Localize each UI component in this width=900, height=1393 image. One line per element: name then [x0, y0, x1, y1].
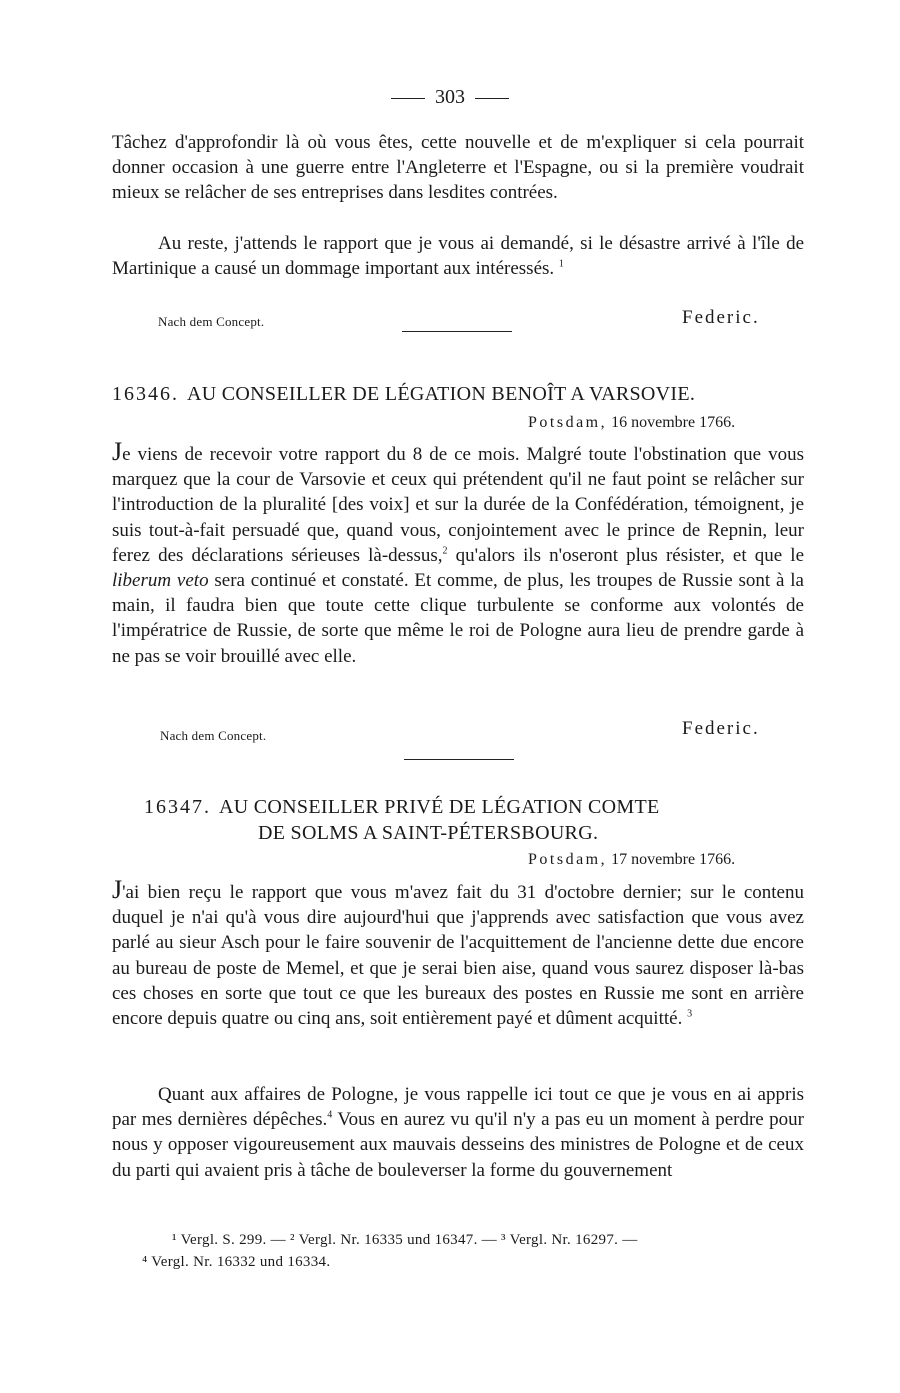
- footnote-line: ¹ Vergl. S. 299. — ² Vergl. Nr. 16335 und 16347. — ³ Vergl. Nr. 16297. —: [172, 1232, 638, 1248]
- drop-cap: J: [112, 875, 123, 904]
- place: Potsdam,: [528, 851, 608, 868]
- intro-paragraph-2: [112, 231, 804, 281]
- letter-number: 16346.: [112, 383, 179, 405]
- letter-number: 16347.: [144, 796, 211, 818]
- place: Potsdam,: [528, 414, 608, 431]
- header-dash-right: [475, 98, 509, 99]
- letter-heading: [112, 381, 812, 407]
- concept-note: Nach dem Concept.: [158, 314, 265, 329]
- letter-paragraph-2-rest: Vous en aurez vu qu'il n'y a pas eu un moment à perdre pour nous y opposer vigoureusement aux mauvais desseins des ministres de Pologne et de ceux du parti qui avaient pris à tâche de bouleverser la forme du gouvernement: [112, 1109, 805, 1181]
- header-dash-left: [391, 98, 425, 99]
- footnote-ref-2: 2: [442, 545, 448, 557]
- concept-note: Nach dem Concept.: [160, 728, 267, 743]
- footnotes: [112, 1229, 812, 1273]
- letter-body: [112, 437, 804, 669]
- footnote-ref-1: 1: [558, 258, 564, 270]
- letter-heading: [144, 794, 844, 820]
- separator-rule: [404, 759, 514, 760]
- letter-title: AU CONSEILLER DE LÉGATION BENOÎT A VARSOVIE.: [187, 383, 696, 405]
- letter-body-part-a: e viens de recevoir votre rapport du 8 de ce mois. Malgré toute l'obstination que vous marquez que la cour de Varsovie et ceux qui prétendent qu'il ne faut point se relâcher sur l'introduction de la pluralité [des voix] et sur la durée de la Confédération, témoignent, je suis tout-à-fait persuadé que, quand vous, conjointement avec le prince de Repnin, leur ferez des déclarations sérieuses là-dessus,: [112, 444, 804, 566]
- footnote-line: ⁴ Vergl. Nr. 16332 und 16334.: [142, 1254, 331, 1270]
- intro-paragraph-1: Tâchez d'approfondir là où vous êtes, cette nouvelle et de m'expliquer si cela pourrait donner occasion à une guerre entre l'Angleterre et l'Espagne, ou si la première voudrait mieux se relâcher de ses entreprises dans lesdites contrées.: [112, 132, 804, 204]
- letter-paragraph-1: 'ai bien reçu le rapport que vous m'avez fait du 31 d'octobre dernier; sur le contenu duquel je n'ai qu'à vous dire aujourd'hui que j'apprends avec satisfaction que vous avez parlé au sieur Asch pour le faire souvenir de l'acquittement de l'ancienne dette due encore au bureau de poste de Memel, et que je serai bien aise, quand vous saurez disposer là-bas ces choses en sorte que tout ce que les bureaux des postes en Russie me sont en arrière encore depuis quatre ou cinq ans, soit entièrement payé et dûment acquitté.: [112, 882, 804, 1030]
- place-date: [528, 414, 735, 432]
- signature: Federic.: [682, 307, 760, 328]
- page-header: [0, 86, 900, 109]
- signature: Federic.: [682, 718, 760, 739]
- letter-body-part-b: qu'alors ils n'oseront plus résister, et que le: [447, 544, 804, 566]
- intro-paragraph-2-text: Au reste, j'attends le rapport que je vous ai demandé, si le désastre arrivé à l'île de Martinique a causé un dommage important aux intéressés.: [112, 233, 804, 280]
- footnote-ref-3: 3: [687, 1008, 693, 1020]
- page-number: 303: [435, 86, 465, 108]
- letter-title-line-2: DE SOLMS A SAINT-PÉTERSBOURG.: [258, 822, 599, 844]
- footnote-ref-4: 4: [327, 1109, 333, 1121]
- letter-body-part-c: sera continué et constaté. Et comme, de plus, les troupes de Russie sont à la main, il faudra bien que toute cette clique turbulente se conforme aux volontés de l'impératrice de Russie, de sorte que même le roi de Pologne aura lieu de prendre garde à ne pas se voir brouillé avec elle.: [112, 570, 804, 667]
- date: 17 novembre 1766.: [611, 851, 736, 868]
- letter-body: [112, 875, 804, 1031]
- letter-paragraph-2-text: Quant aux affaires de Pologne, je vous rappelle ici tout ce que je vous en ai appris par mes dernières dépêches.: [112, 1084, 804, 1131]
- letter-title-line-1: AU CONSEILLER PRIVÉ DE LÉGATION COMTE: [219, 796, 660, 818]
- place-date: [528, 851, 735, 869]
- date: 16 novembre 1766.: [611, 414, 736, 431]
- drop-cap: J: [112, 437, 123, 466]
- separator-rule: [402, 331, 512, 332]
- letter-paragraph-2: [112, 1082, 804, 1183]
- latin-phrase: liberum veto: [112, 570, 209, 592]
